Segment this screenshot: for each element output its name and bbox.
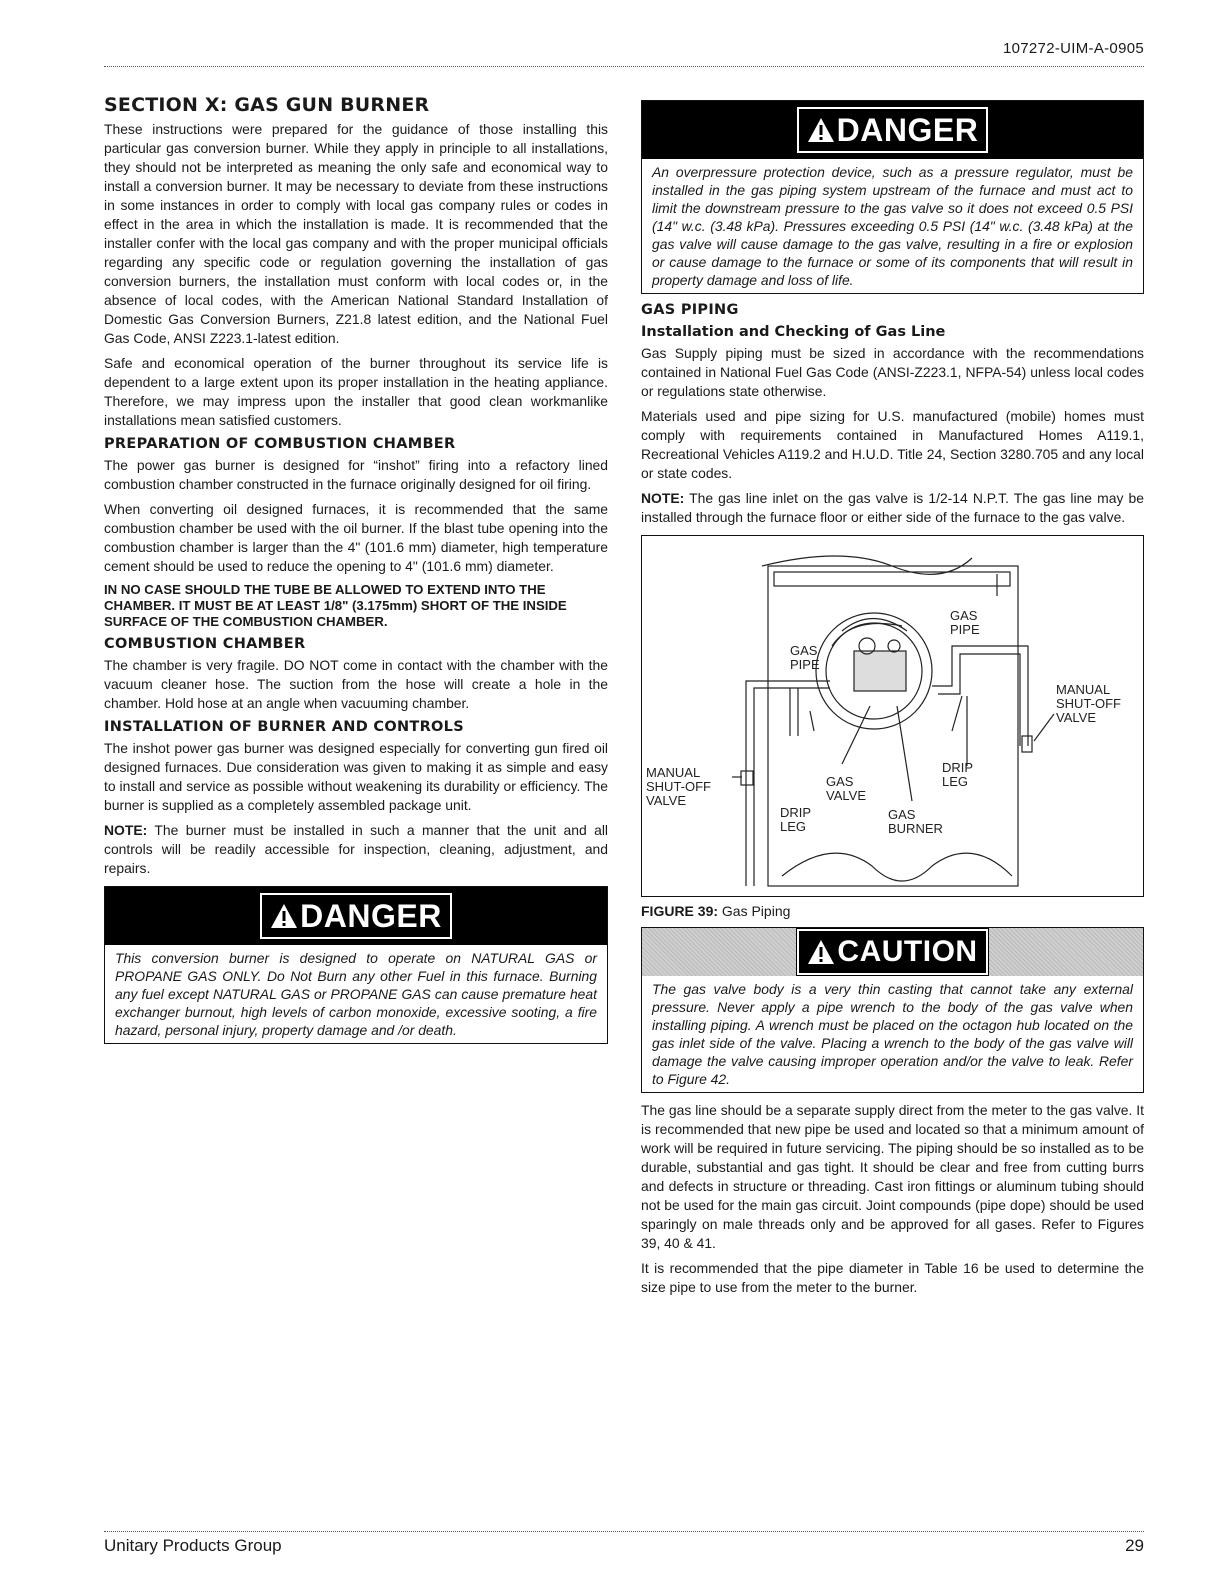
- footer-company: Unitary Products Group: [104, 1536, 282, 1555]
- valve-regulator: [888, 640, 900, 652]
- note-label: NOTE:: [104, 822, 148, 838]
- leader-line: [952, 696, 962, 731]
- caution-header: [642, 928, 1143, 976]
- installation-paragraph: The inshot power gas burner was designed especially for converting gun fired oil designed furnaces. Due consideration was given to making it as simple and easy to install and service as possible without weakening its durability or efficiency. The burner is supplied as a completely assembled package unit.: [104, 740, 608, 813]
- label-drip-leg-right: LEG: [942, 774, 969, 789]
- label-manual-shutoff-right: VALVE: [1056, 710, 1096, 725]
- caution-signal-word: [797, 929, 987, 975]
- left-column: [104, 94, 608, 1052]
- danger-signal-word: [260, 893, 452, 939]
- intro-paragraph-2: Safe and economical operation of the burner throughout its service life is dependent to a large extent upon its proper installation in the heating appliance. Therefore, we may impress upon the installer that good clean workmanlike installations mean satisfied customers.: [104, 355, 608, 428]
- shutoff-valve-right: [1022, 736, 1032, 752]
- label-manual-shutoff-right: MANUAL: [1056, 682, 1111, 697]
- danger-box-overpressure: [641, 100, 1144, 294]
- gas-pipe-left: [746, 681, 830, 886]
- figure-caption-text: Gas Piping: [721, 903, 791, 919]
- gas-line-paragraph-2: Materials used and pipe sizing for U.S. manufactured (mobile) homes must comply with requirements contained in Manufactured Homes A119.1, Recreational Vehicles A119.2 and H.U.D. Title 24, Section 3280.705 and any local or state codes.: [641, 408, 1144, 481]
- label-gas-pipe-left: PIPE: [790, 657, 820, 672]
- label-manual-shutoff-left: SHUT-OFF: [646, 779, 711, 794]
- label-gas-valve: GAS: [826, 774, 854, 789]
- danger-box-fuel: [104, 886, 608, 1044]
- caution-box: [641, 927, 1144, 1093]
- label-drip-leg-left: DRIP: [780, 805, 812, 820]
- warning-triangle-icon: [807, 117, 835, 143]
- intro-paragraph-1: These instructions were prepared for the guidance of those installing this particular gas conversion burner. While they apply in principle to all installations, they should not be interpreted as meaning the only safe and economical way to install a conversion burner. It may be necessary to deviate from these instructions in some instances in order to comply with local gas company rules or codes in effect in the area in which the installation is made. It is recommended that the installer confer with the local gas company and with the proper municipal officials regarding any specific code or regulation governing the installation of gas conversion burners, the installation must conform with local codes or, in the absence of local codes, with the American National Standard Installation of Domestic Gas Conversion Burners, Z21.8 latest edition, and the National Fuel Gas Code, ANSI Z223.1-latest edition.: [104, 121, 608, 346]
- furnace-bottom-outline: [782, 853, 1012, 881]
- leader-line: [810, 711, 814, 731]
- gas-pipe-right-inner: [938, 654, 1020, 746]
- note-text: The gas line inlet on the gas valve is 1/2-14 N.P.T. The gas line may be installed through the furnace floor or either side of the furnace to the gas valve.: [641, 490, 1144, 525]
- warning-triangle-icon: [270, 903, 298, 929]
- gas-valve-body: [854, 651, 906, 691]
- preparation-heading: PREPARATION OF COMBUSTION CHAMBER: [104, 436, 456, 452]
- danger-text: This conversion burner is designed to operate on NATURAL GAS or PROPANE GAS ONLY. Do Not Burn any other Fuel in this furnace. Burning any fuel except NATURAL GAS or PROPANE GAS can cause premature heat exchanger burnout, high levels of carbon monoxide, excessive sooting, a fire hazard, personal injury, property damage and /or death.: [115, 950, 597, 1038]
- combustion-chamber-heading: COMBUSTION CHAMBER: [104, 636, 306, 652]
- preparation-warning: IN NO CASE SHOULD THE TUBE BE ALLOWED TO EXTEND INTO THE CHAMBER. IT MUST BE AT LEAST 1/8" (3.175mm) SHORT OF THE INSIDE SURFACE OF THE COMBUSTION CHAMBER.: [104, 582, 567, 629]
- leader-line: [842, 706, 870, 764]
- document-id: 107272-UIM-A-0905: [1002, 40, 1144, 57]
- gas-line-paragraph-3: The gas line should be a separate supply direct from the meter to the gas valve. It is recommended that new pipe be used and located so that a minimum amount of work will be required in future servicing. The piping should be so installed as to be durable, substantial and gas tight. It should be clear and free from cutting burrs and defects in structure or threading. Cast iron fittings or aluminum tubing should not be used for the main gas circuit. Joint compounds (pipe dope) should be used sparingly on male threads only and be approved for all gases. Refer to Figures 39, 40 & 41.: [641, 1102, 1144, 1251]
- gas-piping-diagram: [642, 536, 1143, 894]
- preparation-paragraph-2: When converting oil designed furnaces, it is recommended that the same combustion chamber be used with the oil burner. If the blast tube opening into the combustion chamber is larger than the 4" (101.6 mm) diameter, high temperature cement should be used to reduce the opening to 4" (101.6 mm) diameter.: [104, 501, 608, 574]
- gas-line-paragraph-1: Gas Supply piping must be sized in accordance with the recommendations contained in National Fuel Gas Code (ANSI-Z223.1, NFPA-54) unless local codes or regulations state otherwise.: [641, 345, 1144, 399]
- label-gas-pipe-right: GAS: [950, 608, 978, 623]
- label-gas-valve: VALVE: [826, 788, 866, 803]
- caution-label: CAUTION: [837, 935, 978, 968]
- shutoff-valve-left: [741, 771, 753, 785]
- installation-heading: INSTALLATION OF BURNER AND CONTROLS: [104, 719, 464, 735]
- danger-header: [642, 101, 1143, 159]
- installation-note: [104, 821, 608, 878]
- caution-text: The gas valve body is a very thin casting that cannot take any external pressure. Never apply a pipe wrench to the body of the gas valve when installing piping. A wrench must be placed on the octagon hub located on the gas inlet side of the valve. Placing a wrench to the body of the gas valve will damage the valve causing improper operation and/or the valve to leak. Refer to Figure 42.: [652, 981, 1133, 1087]
- gas-line-note: [641, 489, 1144, 527]
- header-rule: [104, 66, 1144, 67]
- note-label: NOTE:: [641, 490, 685, 506]
- furnace-top-panel: [774, 572, 1010, 586]
- label-manual-shutoff-left: MANUAL: [646, 765, 701, 780]
- figure-caption: [641, 903, 1144, 919]
- right-column: [641, 100, 1144, 1303]
- footer-rule: [104, 1531, 1144, 1532]
- label-gas-pipe-left: GAS: [790, 643, 818, 658]
- danger-label: DANGER: [300, 898, 442, 934]
- danger-header: [105, 887, 607, 945]
- preparation-paragraph-1: The power gas burner is designed for “inshot” firing into a refactory lined combustion chamber constructed in the furnace originally designed for oil firing.: [104, 457, 608, 492]
- label-manual-shutoff-right: SHUT-OFF: [1056, 696, 1121, 711]
- label-drip-leg-right: DRIP: [942, 760, 974, 775]
- label-gas-pipe-right: PIPE: [950, 622, 980, 637]
- danger-signal-word: [797, 107, 989, 153]
- leader-line: [1034, 714, 1054, 741]
- warning-triangle-icon: [807, 939, 835, 965]
- gas-line-heading: Installation and Checking of Gas Line: [641, 324, 946, 340]
- label-manual-shutoff-left: VALVE: [646, 793, 686, 808]
- label-gas-burner: GAS: [888, 807, 916, 822]
- section-title: SECTION X: GAS GUN BURNER: [104, 94, 430, 116]
- label-gas-burner: BURNER: [888, 821, 943, 836]
- note-text: The burner must be installed in such a manner that the unit and all controls will be readily accessible for inspection, cleaning, adjustment, and repairs.: [104, 822, 608, 876]
- danger-text: An overpressure protection device, such as a pressure regulator, must be installed in the gas piping system upstream of the furnace and must act to limit the downstream pressure to the gas valve so it does not exceed 0.5 PSI (14" w.c. (3.48 kPa). Pressures exceeding 0.5 PSI (14" w.c. (3.48 kPa) at the gas valve will cause damage to the gas valve, resulting in a fire or explosion or cause damage to the furnace or some of its components that will result in property damage and loss of life.: [652, 164, 1133, 288]
- danger-label: DANGER: [836, 112, 979, 148]
- page-number: 29: [1125, 1536, 1144, 1555]
- gas-line-paragraph-4: It is recommended that the pipe diameter in Table 16 be used to determine the size pipe to use from the meter to the burner.: [641, 1260, 1144, 1295]
- figure-caption-label: FIGURE 39:: [641, 903, 719, 919]
- gas-pipe-right: [932, 646, 1028, 746]
- combustion-chamber-paragraph: The chamber is very fragile. DO NOT come in contact with the chamber with the vacuum cleaner hose. The suction from the hose will create a hole in the chamber. Hold hose at an angle when vacuuming chamber.: [104, 657, 608, 711]
- gas-piping-heading: GAS PIPING: [641, 302, 739, 318]
- gas-piping-figure: [641, 535, 1144, 897]
- label-drip-leg-left: LEG: [780, 819, 807, 834]
